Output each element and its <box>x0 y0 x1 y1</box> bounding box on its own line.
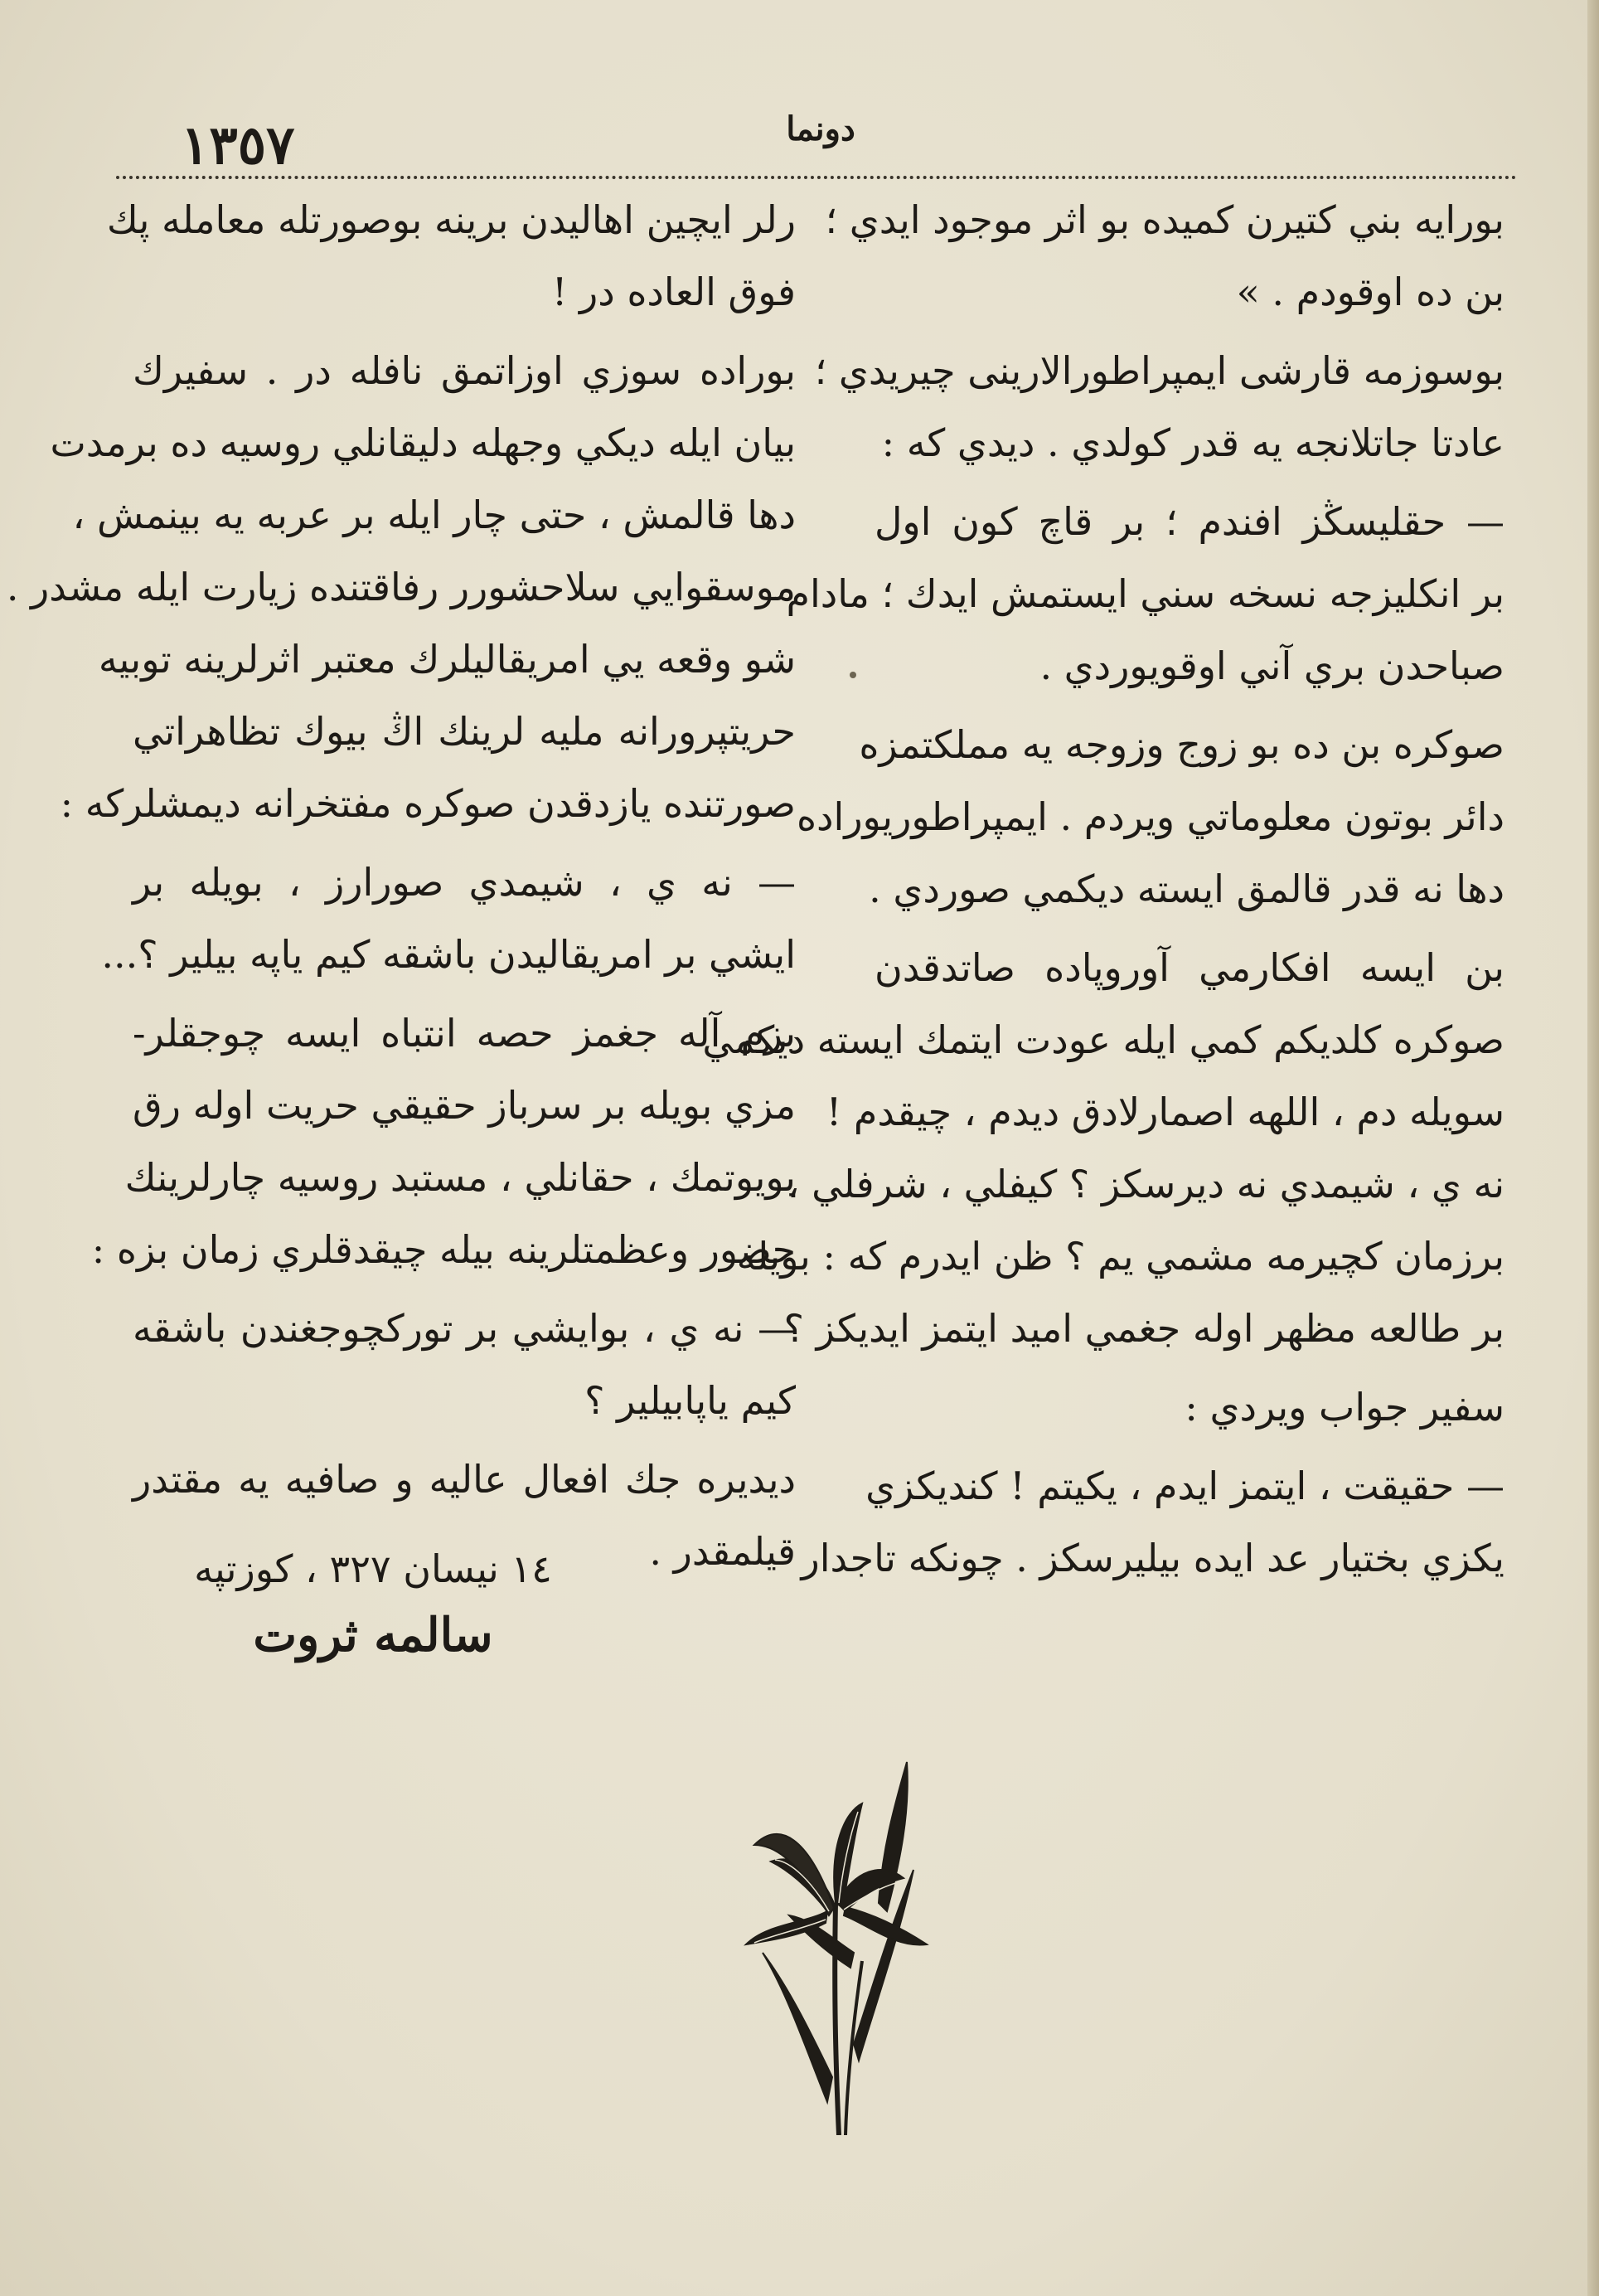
paper-speck <box>850 672 856 678</box>
paragraph <box>91 998 796 1286</box>
text-line: صوكره بن ده بو زوج وزوجه يه مملكتمزه <box>859 722 1505 767</box>
running-title: دونما <box>786 109 855 148</box>
paragraph <box>702 932 1505 1365</box>
page-number: ١٣٥٧ <box>181 114 295 177</box>
left-text-column <box>6 184 796 1595</box>
text-line: حريتپرورانه مليه لرينك اڭ بيوك تظاهراتي <box>133 709 796 754</box>
text-line: شو وقعه يي امريقاليلرك معتبر اثرلرينه توبيه <box>98 637 796 682</box>
text-line: سويله دم ، اللهه اصمارلادق ديدم ، چيقدم ! <box>826 1090 1505 1134</box>
paragraph-gap <box>875 1365 1505 1371</box>
text-line: بورايه بني كتيرن كميده بو اثر موجود ايدي ؛ <box>825 197 1505 242</box>
signature-author: سالمه ثروت <box>253 1608 493 1663</box>
text-line: موسقوايي سلاحشورر رفاقتنده زيارت ايله مشدر . <box>6 565 796 609</box>
text-line: — حقيقت ، ايتمز ايدم ، يكيتم ! كنديكزي <box>865 1464 1505 1508</box>
paragraph <box>6 335 796 840</box>
text-line: دها قالمش ، حتى چار ايله بر عربه يه بينمش ، <box>72 493 796 537</box>
header-dotted-rule <box>116 176 1517 179</box>
text-line: حضور وعظمتلرينه بيله چيقدقلري زمان بزه : <box>91 1227 796 1272</box>
paragraph <box>133 1293 796 1437</box>
signature-block <box>191 1536 555 1668</box>
text-line: صورتنده يازدقدن صوكره مفتخرانه ديمشلركه : <box>60 781 796 826</box>
paragraph-gap <box>875 1595 1505 1601</box>
text-line: ديديره جك افعال عاليه و صافيه يه مقتدر <box>133 1457 796 1502</box>
paragraph-gap <box>133 328 796 335</box>
paragraph-gap <box>875 702 1505 709</box>
paragraph <box>786 486 1505 702</box>
paragraph <box>106 184 796 328</box>
text-line: بر انكليزجه نسخه سني ايستمش ايدك ؛ مادام <box>786 571 1505 616</box>
text-line: بن ايسه افكارمي آوروپاده صاتدقدن <box>875 945 1505 990</box>
paragraph-gap <box>875 925 1505 932</box>
text-line: صباحدن بري آني اوقويوردي . <box>1039 643 1505 688</box>
paragraph-gap <box>133 840 796 847</box>
text-line: — نه ي ، بوايشي بر توركچوجغندن باشقه <box>133 1306 796 1351</box>
text-line: سفير جواب ويردي : <box>1185 1385 1505 1430</box>
paragraph <box>801 1450 1505 1595</box>
text-line: رلر ايچين اهاليدن برينه بوصورتله معامله پك <box>106 197 796 242</box>
paragraph <box>875 1371 1505 1444</box>
text-line: بر طالعه مظهر اوله جغمي اميد ايتمز ايديكز ؟ <box>783 1306 1505 1351</box>
paragraph-gap <box>133 991 796 998</box>
text-line: يكزي بختيار عد ايده بيليرسكز . چونكه تاجدار <box>801 1536 1505 1580</box>
text-line: برزمان كچيرمه مشمي يم ؟ ظن ايدرم كه : بويله <box>736 1234 1505 1279</box>
text-line: بيان ايله ديكي وجهله دليقانلي روسيه ده برمدت <box>50 420 796 465</box>
text-line: — حقليسڭز افندم ؛ بر قاچ كون اول <box>875 499 1505 544</box>
text-line: بزم آله جغمز حصه انتباه ايسه چوجقلر- <box>133 1011 796 1056</box>
paragraph-gap <box>875 1444 1505 1450</box>
paragraph-gap <box>875 479 1505 486</box>
text-line: بويوتمك ، حقانلي ، مستبد روسيه چارلرينك <box>124 1155 796 1200</box>
text-line: صوكره كلديكم كمي ايله عودت ايتمك ايسته ديكمي <box>702 1017 1505 1062</box>
paragraph <box>814 335 1505 479</box>
page-edge-shadow <box>1587 0 1599 2296</box>
text-line: نه ي ، شيمدي نه ديرسكز ؟ كيفلي ، شرفلي ، <box>787 1162 1505 1206</box>
text-line: — نه ي ، شيمدي صورارز ، بويله بر <box>133 860 796 905</box>
text-line: بوسوزمه قارشى ايمپراطورالارينى چيريدي ؛ <box>814 348 1505 393</box>
iris-flower-ornament-icon <box>729 1745 937 2135</box>
paragraph-gap <box>133 1286 796 1293</box>
paragraph-gap <box>875 328 1505 335</box>
text-line: دها نه قدر قالمق ايسته ديكمي صوردي . <box>869 866 1505 911</box>
text-line: عادتا جاتلانجه يه قدر كولدي . ديدي كه : <box>881 420 1505 465</box>
text-line: بوراده سوزي اوزاتمق نافله در . سفيرك <box>133 348 796 393</box>
text-line: بن ده اوقودم . » <box>1236 269 1505 314</box>
text-line: فوق العاده در ! <box>551 269 796 314</box>
text-line: ايشي بر امريقاليدن باشقه كيم ياپه بيلير ؟... <box>101 932 796 977</box>
signature-date: ١٤ نيسان ٣٢٧ ، كوزتپه <box>194 1546 552 1591</box>
text-line: قيلمقدر . <box>649 1529 796 1574</box>
text-line: كيم ياپابيلير ؟ <box>584 1378 796 1423</box>
text-line: مزي بويله بر سرباز حقيقي حريت اوله رق <box>133 1083 796 1128</box>
paragraph <box>825 184 1505 328</box>
text-line: دائر بوتون معلوماتي ويردم . ايمپراطوريوراده <box>796 794 1505 839</box>
paragraph <box>101 847 796 991</box>
paragraph <box>796 709 1505 925</box>
paragraph-gap <box>133 1437 796 1444</box>
